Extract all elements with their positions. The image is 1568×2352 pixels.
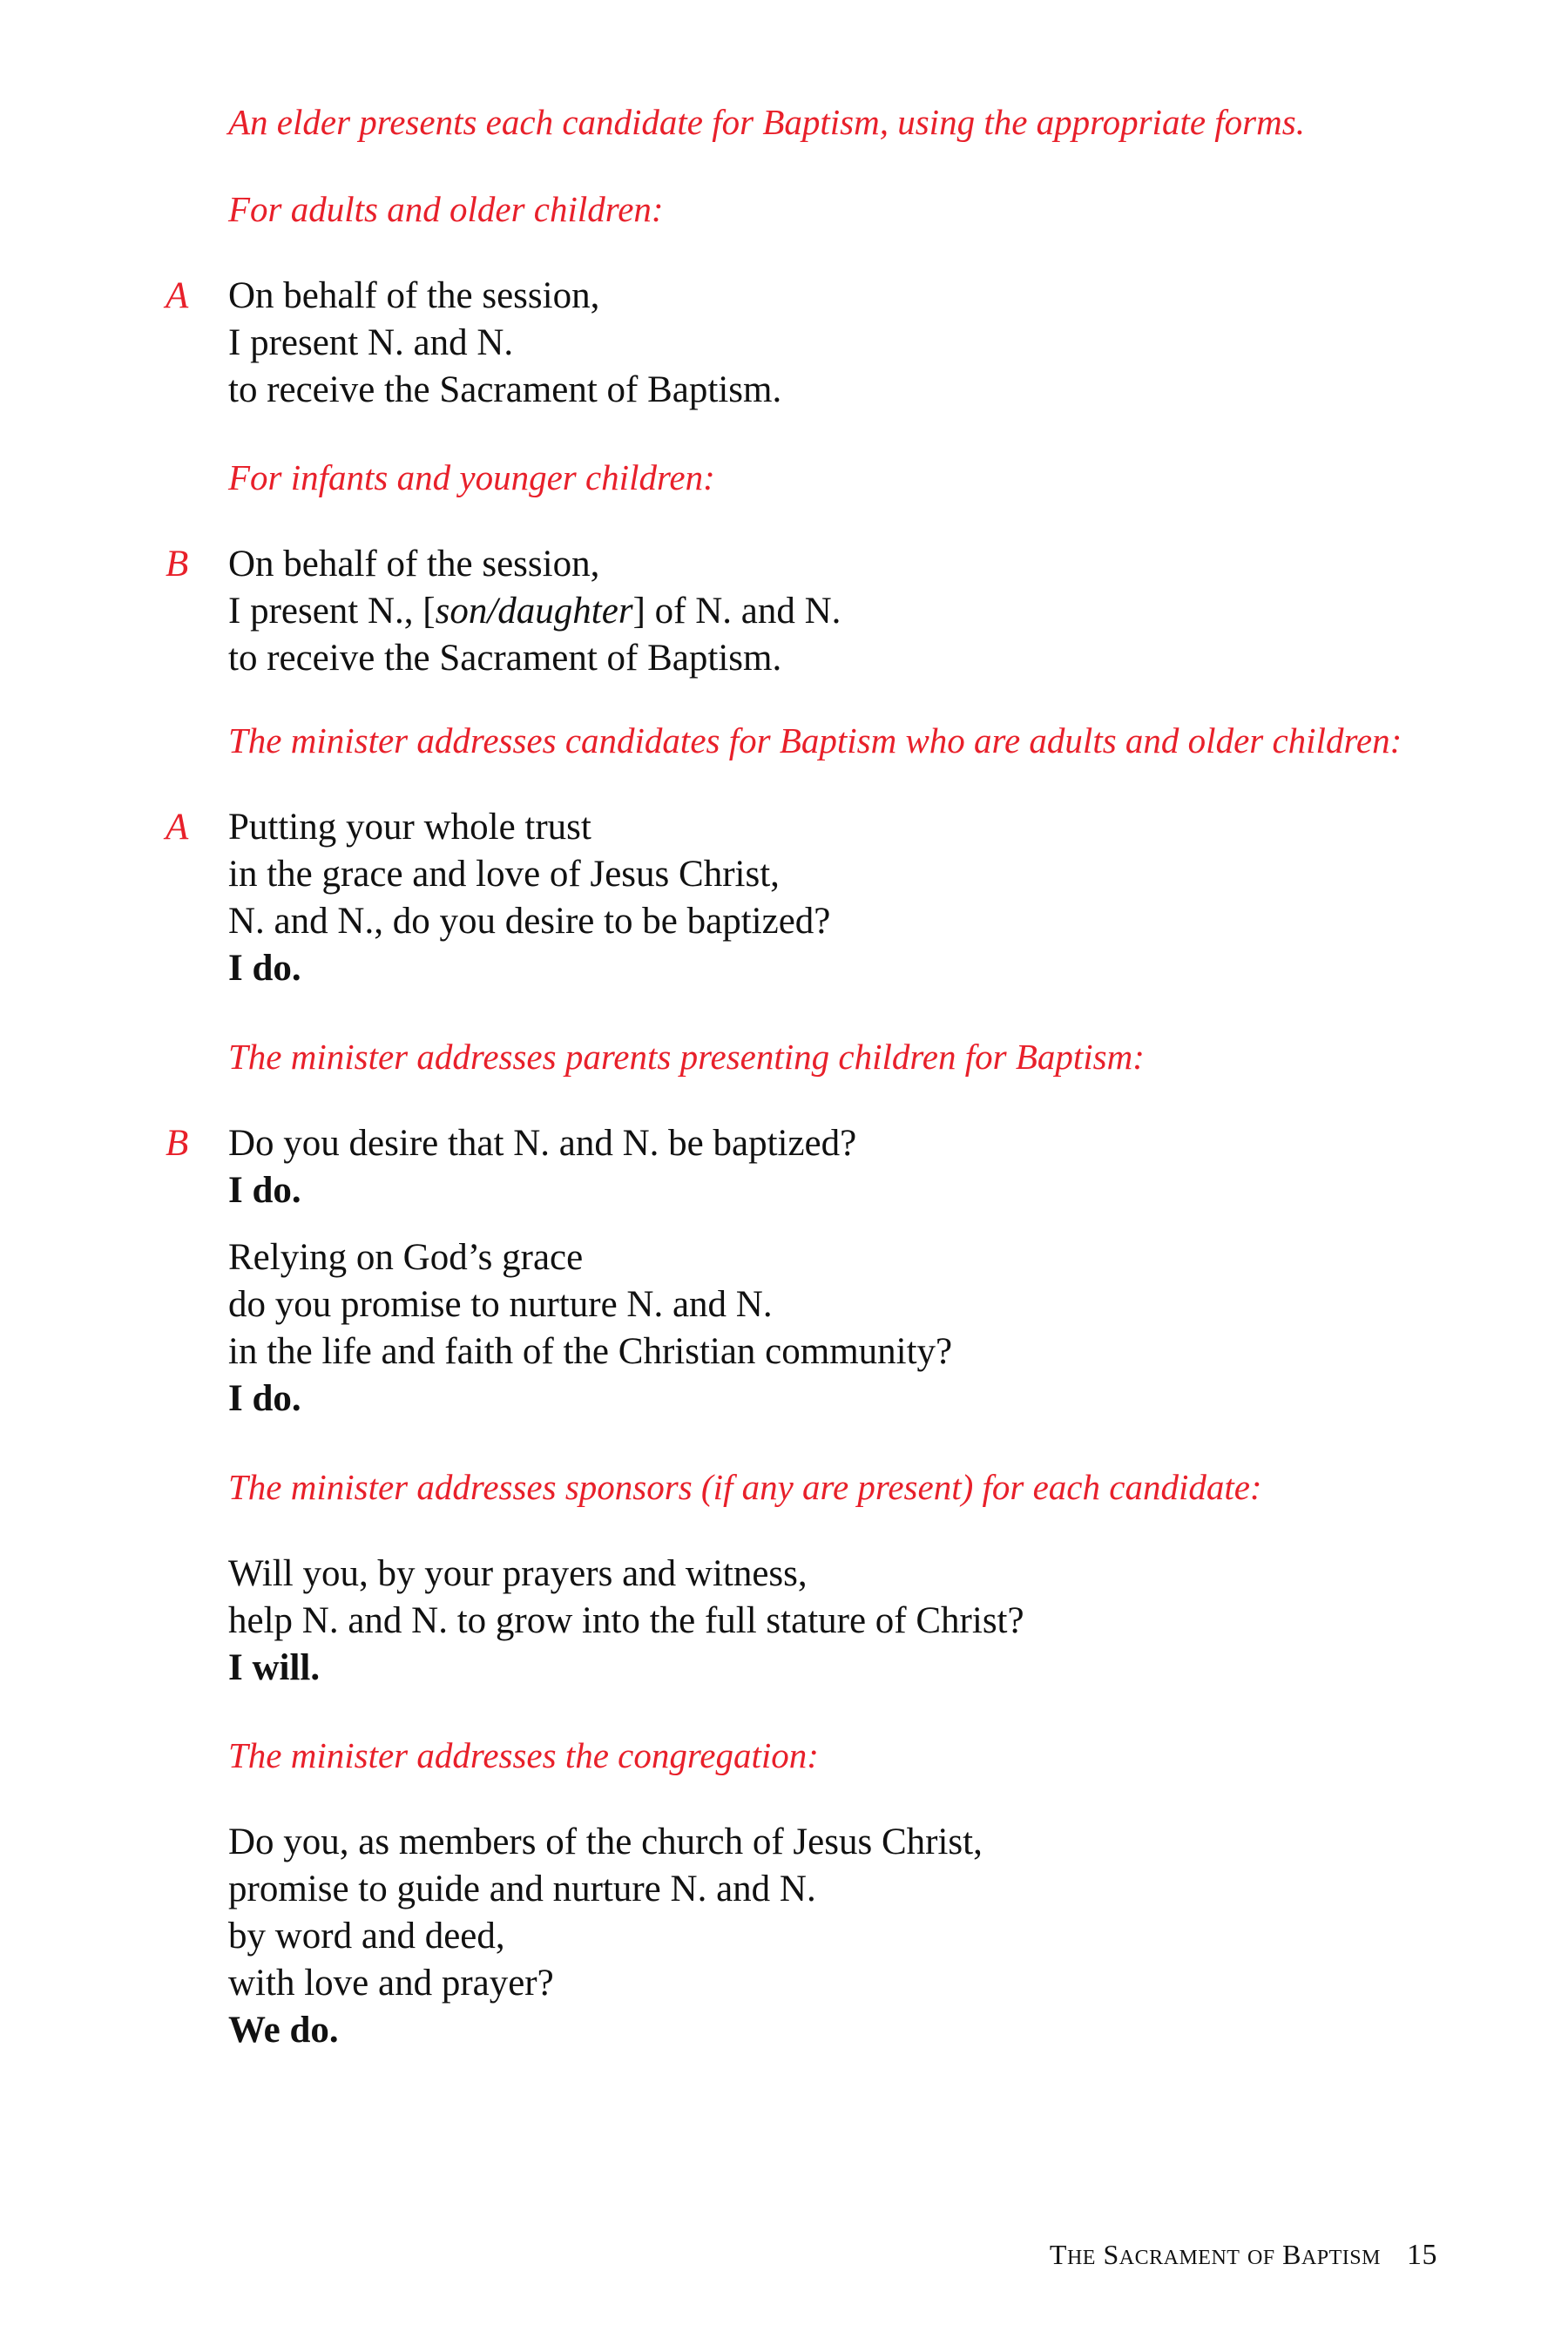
text-line: in the grace and love of Jesus Christ, [228, 854, 780, 895]
rubric-minister-parents: The minister addresses parents presenting children for Baptism: [228, 1037, 1145, 1077]
response-line: I will. [228, 1647, 321, 1688]
response-line: I do. [228, 1378, 301, 1419]
text-line: Putting your whole trust [228, 807, 591, 848]
title-cap: S [1103, 2239, 1119, 2270]
option-marker-b: B [166, 544, 189, 585]
response-line: I do. [228, 948, 301, 989]
text-line: by word and deed, [228, 1916, 505, 1957]
title-cap: T [1049, 2239, 1067, 2270]
response-line: I do. [228, 1170, 301, 1211]
text-line: to receive the Sacrament of Baptism. [228, 638, 782, 679]
question-parents [166, 1120, 1498, 1214]
rubric-minister-sponsors: The minister addresses sponsors (if any are present) for each candidate: [228, 1467, 1262, 1507]
running-title [1050, 2239, 1381, 2270]
text-fragment: ] of N. and N. [632, 591, 841, 632]
option-marker-a: A [166, 807, 189, 848]
title-smallcaps: APTISM [1301, 2247, 1381, 2269]
text-line: On behalf of the session, [228, 544, 600, 585]
text-line: promise to guide and nurture N. and N. [228, 1869, 816, 1909]
italic-term: son/daughter [435, 591, 633, 632]
rubric-adults: For adults and older children: [228, 189, 664, 229]
text-line: On behalf of the session, [228, 275, 600, 316]
title-smallcaps: ACRAMENT [1119, 2247, 1240, 2269]
presentation-adults [166, 273, 1498, 414]
option-marker-a: A [166, 275, 189, 316]
option-marker-b: B [166, 1123, 189, 1164]
text-line: to receive the Sacrament of Baptism. [228, 369, 782, 410]
question-adults [166, 804, 1498, 992]
text-line: Do you desire that N. and N. be baptized? [228, 1123, 857, 1164]
rubric-minister-adults: The minister addresses candidates for Baptism who are adults and older children: [228, 720, 1402, 760]
rubric-infants: For infants and younger children: [228, 457, 715, 497]
text-line: I present N. and N. [228, 322, 514, 363]
question-congregation [228, 1819, 1498, 2054]
text-fragment: I present N., [ [228, 591, 436, 632]
title-cap: B [1282, 2239, 1301, 2270]
rubric-intro: An elder presents each candidate for Baptism, using the appropriate forms. [228, 102, 1305, 142]
question-nurture [228, 1234, 1498, 1423]
rubric-minister-congregation: The minister addresses the congregation: [228, 1735, 819, 1775]
text-line: Do you, as members of the church of Jesus Christ, [228, 1821, 983, 1862]
question-sponsors [228, 1551, 1498, 1692]
text-line: do you promise to nurture N. and N. [228, 1284, 773, 1325]
text-line: Will you, by your prayers and witness, [228, 1553, 808, 1594]
text-line: help N. and N. to grow into the full stature of Christ? [228, 1600, 1024, 1641]
text-line: N. and N., do you desire to be baptized? [228, 901, 831, 942]
text-line: in the life and faith of the Christian community? [228, 1331, 953, 1372]
text-line: with love and prayer? [228, 1963, 554, 2004]
presentation-infants [166, 541, 1498, 682]
text-line [228, 588, 1498, 635]
title-smallcaps: OF [1247, 2247, 1275, 2269]
running-footer [1050, 2237, 1437, 2275]
text-line: Relying on God’s grace [228, 1237, 584, 1278]
page-number: 15 [1407, 2239, 1437, 2271]
response-line: We do. [228, 2010, 339, 2051]
title-smallcaps: HE [1066, 2247, 1096, 2269]
